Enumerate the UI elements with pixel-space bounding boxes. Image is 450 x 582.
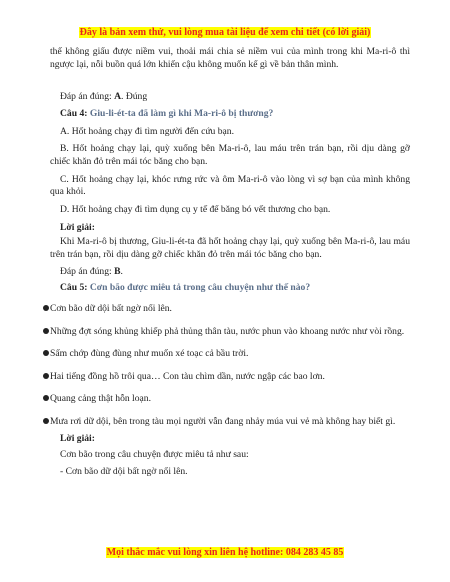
answer-q3-suffix: . Đúng <box>121 91 148 103</box>
bullet-dot-icon <box>43 350 49 356</box>
bullet-item <box>50 303 410 316</box>
question-5-solution-intro: Cơn bão trong câu chuyện được miêu tả như sau: <box>60 449 249 461</box>
question-4-option-c: C. Hốt hoảng chạy lại, khóc rưng rức và ôm Ma-ri-ô vào lòng vì sợ bạn của mình không qua khỏi. <box>50 173 410 198</box>
bullet-item <box>50 371 410 384</box>
question-4-solution-label: Lời giải: <box>60 221 95 233</box>
bullet-text: Quang cảng thật hỗn loạn. <box>50 393 151 405</box>
answer-q4-letter: B <box>114 265 121 277</box>
question-4-heading <box>50 108 410 121</box>
bullet-dot-icon <box>43 395 49 401</box>
bullet-item <box>50 348 410 361</box>
bullet-item <box>50 393 410 406</box>
preview-notice-text: Đây là bản xem thử, vui lòng mua tài liệu để xem chi tiết (có lời giải) <box>79 27 371 38</box>
bullet-text: Hai tiếng đồng hồ trôi qua… Con tàu chìm dần, nước ngập các bao lơn. <box>50 370 325 382</box>
bullet-item <box>50 326 410 339</box>
question-5-label: Câu 5: <box>60 282 88 294</box>
question-5-heading <box>50 282 410 295</box>
answer-q4-suffix: . <box>120 265 123 277</box>
answer-q3 <box>50 91 410 104</box>
bullet-text: Sấm chớp đùng đùng như muốn xé toạc cả bầu trời. <box>50 348 249 360</box>
answer-q4 <box>50 266 410 279</box>
hotline-footer-banner <box>0 546 450 559</box>
question-5-bullet-list <box>50 303 410 429</box>
bullet-dot-icon <box>43 328 49 334</box>
bullet-text: Cơn bão dữ dội bất ngờ nổi lên. <box>50 302 172 314</box>
question-5-solution-first: - Cơn bão dữ dội bất ngờ nổi lên. <box>60 466 188 478</box>
bullet-text: Mưa rơi dữ dội, bên trong tàu mọi người vẫn đang nhảy múa vui vẻ mà không hay biết gì. <box>50 416 396 428</box>
question-5-solution-label: Lời giải: <box>60 432 95 444</box>
answer-q3-letter: A <box>114 91 122 103</box>
question-4-label: Câu 4: <box>60 107 88 119</box>
question-4-option-d: D. Hốt hoảng chạy đi tìm dụng cụ y tế để băng bó vết thương cho bạn. <box>60 203 331 215</box>
document-page <box>50 46 410 479</box>
answer-q3-prefix: Đáp án đúng: <box>60 91 115 103</box>
bullet-dot-icon <box>43 373 49 379</box>
bullet-dot-icon <box>43 305 49 311</box>
question-4-option-b: B. Hốt hoảng chạy lại, quỳ xuống bên Ma-ri-ô, lau máu trên trán bạn, rồi dịu dàng gỡ chiếc khăn đỏ trên mái tóc băng cho bạn. <box>50 143 410 167</box>
question-4-text: Giu-li-ét-ta đã làm gì khi Ma-ri-ô bị thương? <box>89 107 274 119</box>
hotline-text: Mọi thắc mắc vui lòng xin liên hệ hotline: 084 283 45 85 <box>106 547 344 558</box>
bullet-dot-icon <box>43 418 49 424</box>
answer-q4-prefix: Đáp án đúng: <box>60 265 115 277</box>
question-4-solution: Khi Ma-ri-ô bị thương, Giu-li-ét-ta đã hốt hoảng chạy lại, quỳ xuống bên Ma-ri-ô, lau máu trên trán bạn, rồi dịu dàng gỡ chiếc khăn đỏ trên mái tóc băng cho bạn. <box>50 236 410 260</box>
intro-paragraph: thế không giấu được niềm vui, thoải mái chia sẻ niềm vui của mình trong khi Ma-ri-ô thì ngược lại, nỗi buồn quá lớn khiến cậu không muốn kể gì về bản thân mình. <box>50 46 410 70</box>
bullet-item <box>50 416 410 429</box>
question-5-text: Cơn bão được miêu tả trong câu chuyện như thế nào? <box>89 282 311 294</box>
bullet-text: Những đợt sóng khủng khiếp phả thủng thân tàu, nước phun vào khoang nước như vòi rồng. <box>50 325 405 337</box>
question-4-option-a: A. Hốt hoảng chạy đi tìm người đến cứu bạn. <box>60 125 235 137</box>
preview-notice-banner <box>0 26 450 39</box>
